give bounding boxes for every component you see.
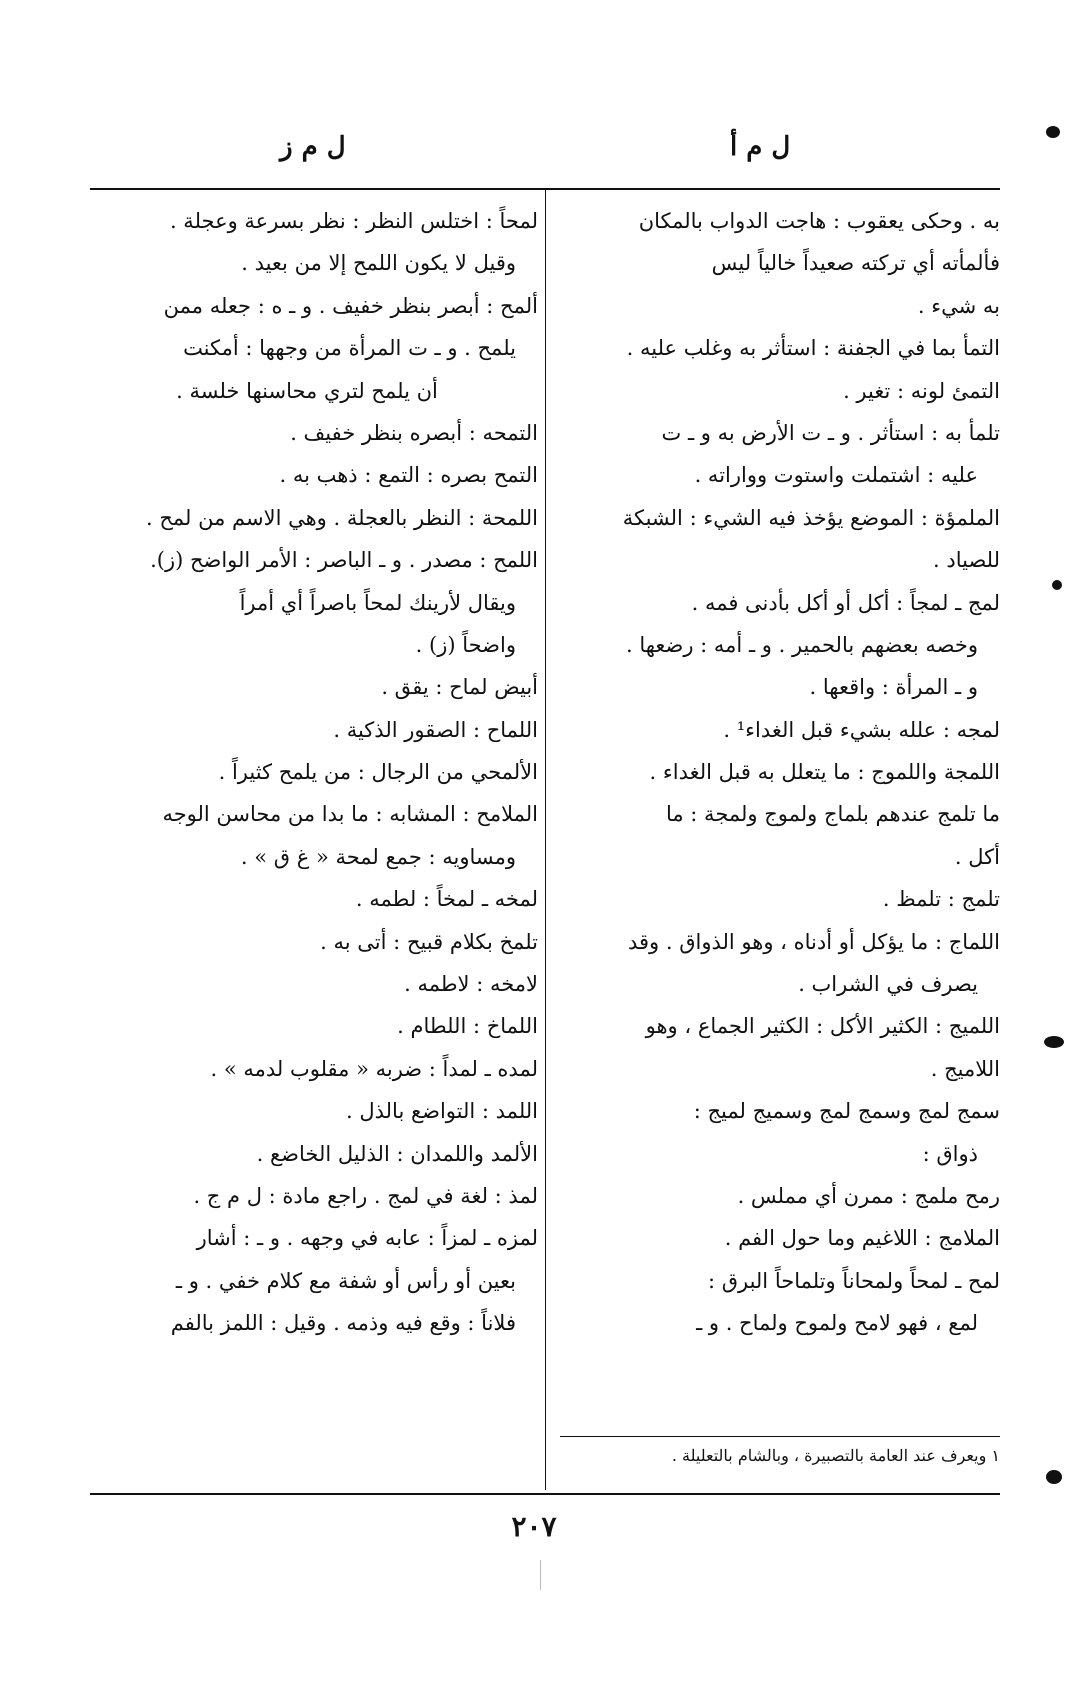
text-line: اللماج : ما يؤكل أو أدناه ، وهو الذواق . وقد — [627, 929, 1000, 954]
text-line: به . وحكى يعقوب : هاجت الدواب بالمكان — [638, 209, 1000, 233]
text-line: لامخه : لاطمه . — [404, 972, 538, 997]
text-line: به شيء . — [917, 293, 1000, 318]
column-divider — [545, 190, 546, 1490]
text-line: لمجه : علله بشيء قبل الغداء¹ . — [723, 717, 1000, 742]
text-line: اللميج : الكثير الأكل : الكثير الجماع ، وهو — [645, 1014, 1000, 1039]
text-line: فلاناً : وقع فيه وذمه . وقيل : اللمز بالفم — [170, 1311, 516, 1336]
text-line: و ـ المرأة : واقعها . — [809, 675, 978, 700]
margin-mark — [1044, 1036, 1064, 1048]
text-line: يلمح . و ـ ت المرأة من وجهها : أمكنت — [183, 336, 516, 361]
text-line: الملامج : اللاغيم وما حول الفم . — [724, 1226, 1000, 1251]
text-line: اللاميج . — [930, 1056, 1000, 1081]
text-line: لمده ـ لمداً : ضربه « مقلوب لدمه » . — [210, 1056, 538, 1081]
text-line: لمج ـ لمجاً : أكل أو أكل بأدنى فمه . — [691, 590, 1000, 615]
text-line: التمئ لونه : تغير . — [843, 378, 1000, 403]
text-line: اللمد : التواضع بالذل . — [346, 1099, 538, 1124]
text-line: اللمحة : النظر بالعجلة . وهي الاسم من لمح . — [146, 505, 538, 530]
text-line: سمج لمج وسمج لمج وسميج لميج : — [693, 1099, 1000, 1124]
text-line: لمحاً : اختلس النظر : نظر بسرعة وعجلة . — [169, 209, 538, 233]
text-line: اللماح : الصقور الذكية . — [333, 717, 538, 742]
text-line: رمح ملمج : ممرن أي مملس . — [737, 1183, 1000, 1208]
text-line: التمح بصره : التمع : ذهب به . — [279, 463, 538, 488]
text-line: ما تلمج عندهم بلماج ولموج ولمجة : ما — [665, 802, 1000, 827]
footnote-rule — [560, 1436, 1000, 1437]
text-line: اللماخ : اللطام . — [397, 1014, 538, 1039]
text-line: لمزه ـ لمزاً : عابه في وجهه . و ـ : أشار — [196, 1226, 538, 1251]
text-line: لمح ـ لمحاً ولمحاناً وتلماحاً البرق : — [707, 1268, 1000, 1293]
text-line: لمذ : لغة في لمج . راجع مادة : ل م ج . — [193, 1183, 538, 1208]
text-line: اللمح : مصدر . و ـ الباصر : الأمر الواضح (ز). — [150, 548, 538, 573]
left-column — [98, 200, 538, 1345]
right-column — [558, 200, 1000, 1345]
text-line: الألمد واللمدان : الذليل الخاضع . — [256, 1141, 538, 1166]
text-line: أن يلمح لتري محاسنها خلسة . — [176, 378, 438, 403]
margin-tick — [540, 1560, 541, 1590]
running-header-left: ل م ز — [280, 132, 346, 162]
text-line: لمع ، فهو لامح ولموح ولماح . و ـ — [696, 1311, 978, 1336]
text-line: ذواق : — [922, 1141, 978, 1166]
text-line: وقيل لا يكون اللمح إلا من بعيد . — [241, 251, 516, 276]
margin-mark — [1046, 126, 1060, 138]
text-line: التمحه : أبصره بنظر خفيف . — [290, 420, 538, 445]
footnote: ١ ويعرف عند العامة بالتصبيرة ، وبالشام بالتعليلة . — [671, 1446, 1000, 1465]
bottom-rule — [90, 1493, 1000, 1495]
text-line: للصياد . — [933, 548, 1000, 573]
text-line: لمخه ـ لمخاً : لطمه . — [355, 887, 538, 912]
margin-mark — [1046, 1470, 1062, 1484]
text-line: وخصه بعضهم بالحمير . و ـ أمه : رضعها . — [625, 632, 978, 657]
text-line: يصرف في الشراب . — [798, 972, 978, 997]
text-line: فألمأته أي تركته صعيداً خالياً ليس — [711, 251, 1000, 276]
page-number: ٢٠٧ — [511, 1510, 557, 1543]
text-line: أبيض لماح : يقق . — [381, 675, 538, 700]
running-header-right: ل م أ — [730, 132, 791, 162]
text-line: ويقال لأرينك لمحاً باصراً أي أمراً — [239, 590, 516, 615]
text-line: ألمح : أبصر بنظر خفيف . و ـ ه : جعله ممن — [163, 293, 538, 318]
text-line: بعين أو رأس أو شفة مع كلام خفي . و ـ — [175, 1268, 516, 1293]
text-line: أكل . — [954, 844, 1000, 869]
text-line: اللمجة واللموج : ما يتعلل به قبل الغداء . — [649, 760, 1000, 785]
margin-mark — [1052, 580, 1062, 590]
text-line: تلمأ به : استأثر . و ـ ت الأرض به و ـ ت — [661, 420, 1000, 445]
text-line: الألمحي من الرجال : من يلمح كثيراً . — [218, 760, 538, 785]
text-line: الملمؤة : الموضع يؤخذ فيه الشيء : الشبكة — [622, 505, 1000, 530]
text-line: واضحاً (ز) . — [415, 632, 516, 657]
text-line: تلمج : تلمظ . — [882, 887, 1000, 912]
text-line: الملامح : المشابه : ما بدا من محاسن الوجه — [162, 802, 538, 827]
text-line: التمأ بما في الجفنة : استأثر به وغلب عليه . — [626, 336, 1000, 361]
text-line: ومساويه : جمع لمحة « غ ق » . — [240, 844, 516, 869]
text-line: عليه : اشتملت واستوت وواراته . — [694, 463, 978, 488]
text-line: تلمخ بكلام قبيح : أتى به . — [320, 929, 538, 954]
